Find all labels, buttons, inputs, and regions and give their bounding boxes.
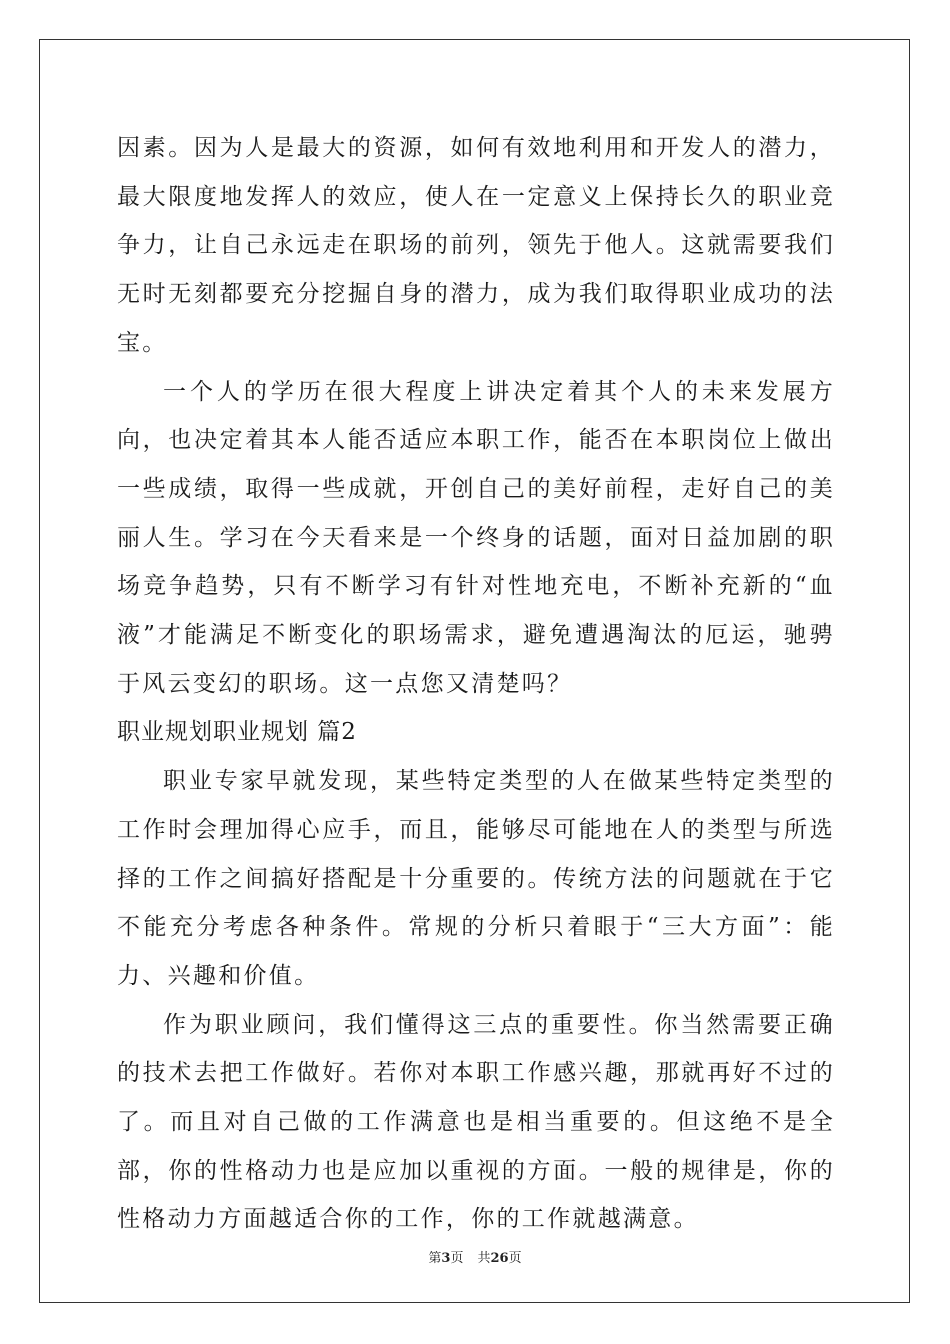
paragraph-4: 作为职业顾问，我们懂得这三点的重要性。你当然需要正确的技术去把工作做好。若你对本职工作感兴趣，那就再好不过的了。而且对自己做的工作满意也是相当重要的。但这绝不是全部，你的性格动力也是应加以重视的方面。一般的规律是，你的性格动力方面越适合你的工作，你的工作就越满意。 [117, 1011, 835, 1233]
paragraph-2: 一个人的学历在很大程度上讲决定着其个人的未来发展方向，也决定着其本人能否适应本职工作，能否在本职岗位上做出一些成绩，取得一些成就，开创自己的美好前程，走好自己的美丽人生。学习在今天看来是一个终身的话题，面对日益加剧的职场竞争趋势，只有不断学习有针对性地充电，不断补充新的“血液”才能满足不断变化的职场需求，避免遭遇淘汰的厄运，驰骋于风云变幻的职场。这一点您又清楚吗？ [117, 378, 835, 697]
paragraph-1: 因素。因为人是最大的资源，如何有效地利用和开发人的潜力，最大限度地发挥人的效应，使人在一定意义上保持长久的职业竞争力，让自己永远走在职场的前列，领先于他人。这就需要我们无时无刻都要充分挖掘自身的潜力，成为我们取得职业成功的法宝。 [117, 135, 835, 356]
footer-page-prefix: 第 [428, 1251, 442, 1266]
page-footer [0, 1247, 950, 1266]
footer-total-suffix: 页 [508, 1251, 522, 1266]
section-heading: 职业规划职业规划 篇2 [117, 719, 357, 746]
document-body [117, 124, 835, 1244]
footer-page-total: 26 [490, 1251, 509, 1266]
footer-total-prefix: 共 [477, 1251, 491, 1266]
paragraph-3: 职业专家早就发现，某些特定类型的人在做某些特定类型的工作时会理加得心应手，而且，能够尽可能地在人的类型与所选择的工作之间搞好搭配是十分重要的。传统方法的问题就在于它不能充分考虑各种条件。常规的分析只着眼于“三大方面”：能力、兴趣和价值。 [117, 768, 835, 989]
footer-page-current: 3 [441, 1251, 451, 1266]
footer-page-suffix: 页 [450, 1251, 464, 1266]
